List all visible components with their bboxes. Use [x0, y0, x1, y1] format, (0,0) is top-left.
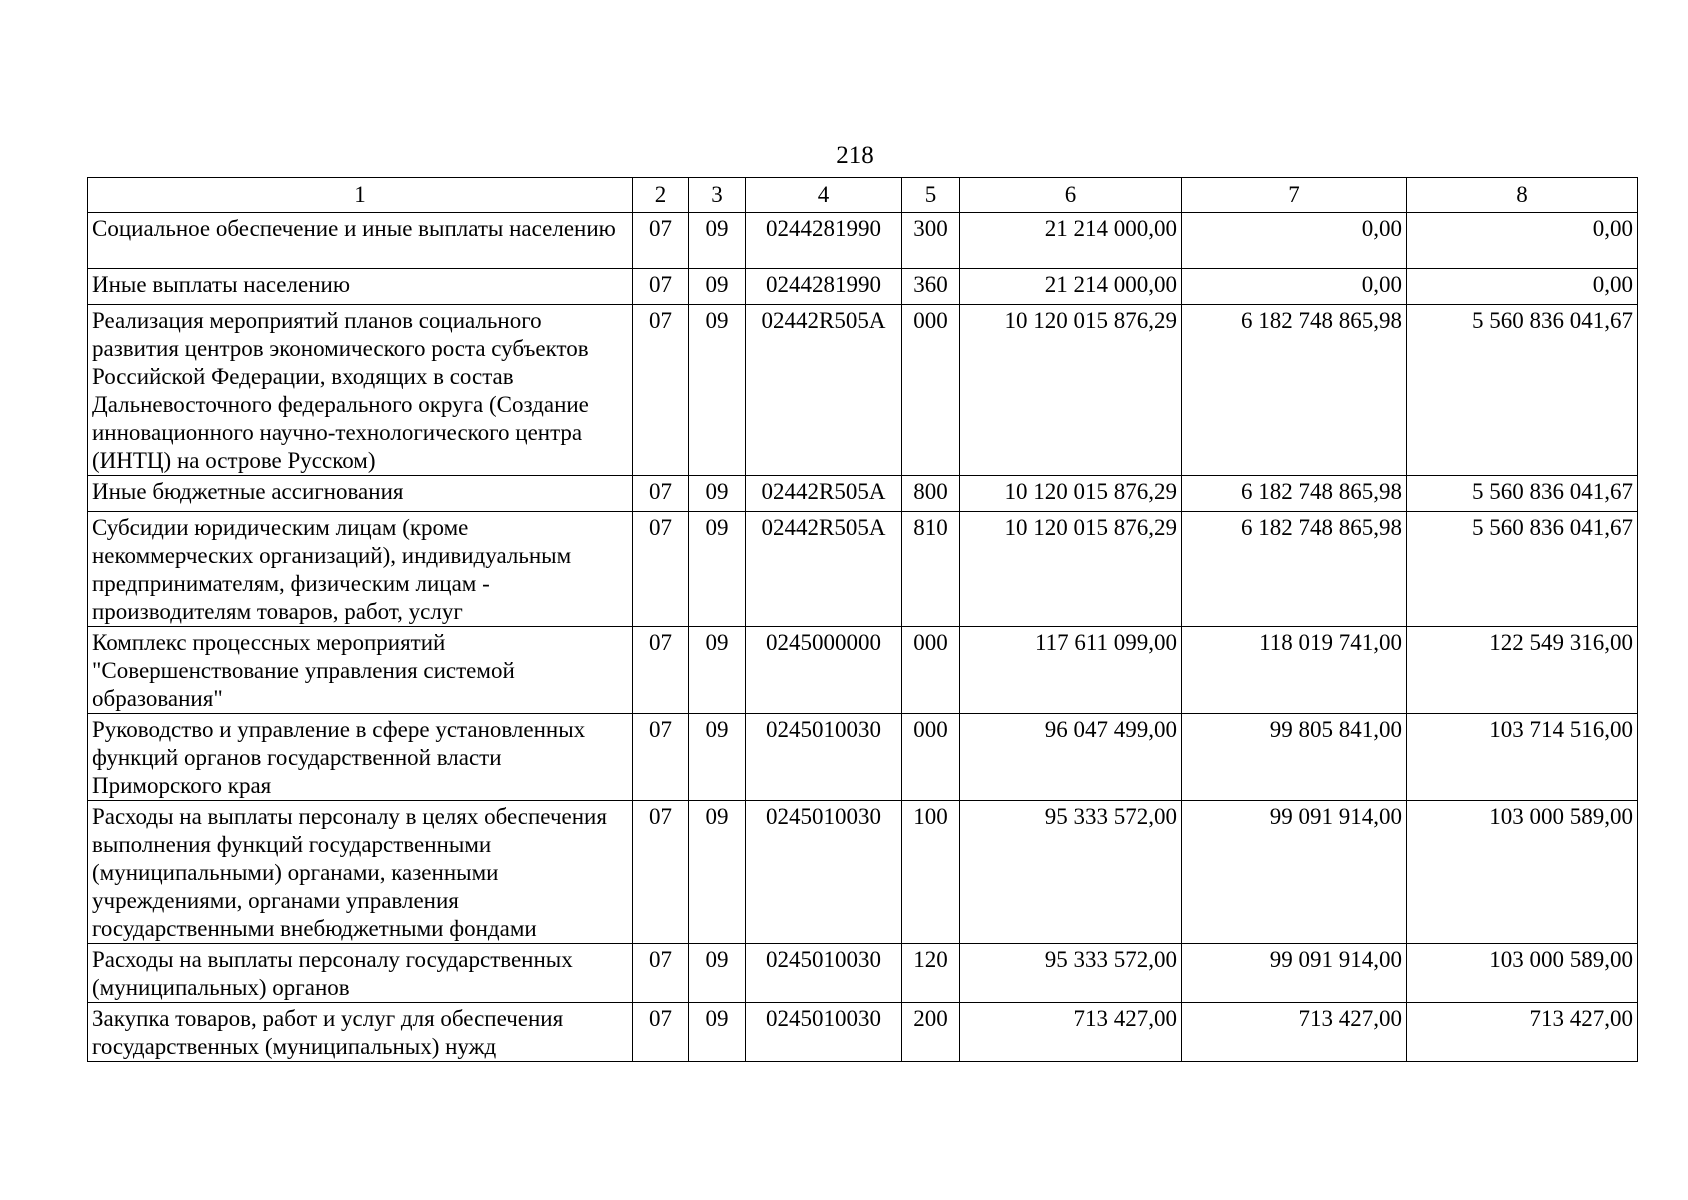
- column-header-7: 7: [1182, 178, 1407, 213]
- page-number: 218: [836, 142, 874, 169]
- column-header-6: 6: [960, 178, 1182, 213]
- amount-col6-cell: 95 333 572,00: [960, 944, 1182, 1003]
- amount-col6-cell: 713 427,00: [960, 1003, 1182, 1062]
- row-name-cell: Расходы на выплаты персоналу государственных (муниципальных) органов: [88, 944, 633, 1003]
- row-name-cell: Комплекс процессных мероприятий "Совершенствование управления системой образования": [88, 627, 633, 714]
- expense-type-cell: 360: [902, 269, 960, 305]
- table-row: [88, 714, 1638, 801]
- subsection-cell: 09: [689, 627, 746, 714]
- section-cell: 07: [633, 305, 689, 476]
- table-row: [88, 476, 1638, 512]
- amount-col8-cell: 103 000 589,00: [1407, 944, 1638, 1003]
- amount-col7-cell: 99 091 914,00: [1182, 801, 1407, 944]
- section-cell: 07: [633, 1003, 689, 1062]
- expense-type-cell: 810: [902, 512, 960, 627]
- expense-type-cell: 000: [902, 714, 960, 801]
- amount-col7-cell: 6 182 748 865,98: [1182, 512, 1407, 627]
- amount-col7-cell: 118 019 741,00: [1182, 627, 1407, 714]
- section-cell: 07: [633, 512, 689, 627]
- column-header-8: 8: [1407, 178, 1638, 213]
- subsection-cell: 09: [689, 801, 746, 944]
- table-row: [88, 213, 1638, 269]
- amount-col6-cell: 96 047 499,00: [960, 714, 1182, 801]
- section-cell: 07: [633, 714, 689, 801]
- amount-col6-cell: 10 120 015 876,29: [960, 305, 1182, 476]
- column-header-2: 2: [633, 178, 689, 213]
- amount-col7-cell: 0,00: [1182, 269, 1407, 305]
- subsection-cell: 09: [689, 714, 746, 801]
- section-cell: 07: [633, 627, 689, 714]
- amount-col8-cell: 0,00: [1407, 269, 1638, 305]
- expense-type-cell: 100: [902, 801, 960, 944]
- target-article-cell: 0245010030: [746, 801, 902, 944]
- amount-col7-cell: 713 427,00: [1182, 1003, 1407, 1062]
- expense-type-cell: 000: [902, 627, 960, 714]
- column-header-3: 3: [689, 178, 746, 213]
- amount-col6-cell: 21 214 000,00: [960, 269, 1182, 305]
- amount-col8-cell: 103 714 516,00: [1407, 714, 1638, 801]
- target-article-cell: 0245010030: [746, 1003, 902, 1062]
- expense-type-cell: 120: [902, 944, 960, 1003]
- section-cell: 07: [633, 476, 689, 512]
- amount-col6-cell: 95 333 572,00: [960, 801, 1182, 944]
- row-name-cell: Социальное обеспечение и иные выплаты населению: [88, 213, 633, 269]
- expense-type-cell: 200: [902, 1003, 960, 1062]
- amount-col6-cell: 117 611 099,00: [960, 627, 1182, 714]
- amount-col8-cell: 5 560 836 041,67: [1407, 476, 1638, 512]
- expense-type-cell: 300: [902, 213, 960, 269]
- amount-col6-cell: 10 120 015 876,29: [960, 476, 1182, 512]
- target-article-cell: 0245010030: [746, 714, 902, 801]
- target-article-cell: 0244281990: [746, 213, 902, 269]
- row-name-cell: Руководство и управление в сфере установленных функций органов государственной власти Приморского края: [88, 714, 633, 801]
- row-name-cell: Закупка товаров, работ и услуг для обеспечения государственных (муниципальных) нужд: [88, 1003, 633, 1062]
- row-name-cell: Расходы на выплаты персоналу в целях обеспечения выполнения функций государственными (муниципальными) органами, казенными учреждениями, органами управления государственными внебюджетными фондами: [88, 801, 633, 944]
- amount-col7-cell: 99 091 914,00: [1182, 944, 1407, 1003]
- column-header-1: 1: [88, 178, 633, 213]
- expense-type-cell: 000: [902, 305, 960, 476]
- target-article-cell: 02442R505A: [746, 305, 902, 476]
- column-header-4: 4: [746, 178, 902, 213]
- amount-col8-cell: 122 549 316,00: [1407, 627, 1638, 714]
- table-row: [88, 269, 1638, 305]
- table-row: [88, 305, 1638, 476]
- section-cell: 07: [633, 801, 689, 944]
- subsection-cell: 09: [689, 476, 746, 512]
- target-article-cell: 0245010030: [746, 944, 902, 1003]
- budget-table: [87, 177, 1638, 1062]
- table-row: [88, 801, 1638, 944]
- table-row: [88, 512, 1638, 627]
- subsection-cell: 09: [689, 1003, 746, 1062]
- column-header-5: 5: [902, 178, 960, 213]
- amount-col6-cell: 10 120 015 876,29: [960, 512, 1182, 627]
- amount-col7-cell: 6 182 748 865,98: [1182, 476, 1407, 512]
- amount-col8-cell: 5 560 836 041,67: [1407, 512, 1638, 627]
- subsection-cell: 09: [689, 944, 746, 1003]
- target-article-cell: 0244281990: [746, 269, 902, 305]
- table-header-row: [88, 178, 1638, 213]
- section-cell: 07: [633, 213, 689, 269]
- amount-col6-cell: 21 214 000,00: [960, 213, 1182, 269]
- row-name-cell: Субсидии юридическим лицам (кроме некоммерческих организаций), индивидуальным предпринимателям, физическим лицам - производителям товаров, работ, услуг: [88, 512, 633, 627]
- row-name-cell: Реализация мероприятий планов социального развития центров экономического роста субъектов Российской Федерации, входящих в состав Дальневосточного федерального округа (Создание инновационного научно-технологического центра (ИНТЦ) на острове Русском): [88, 305, 633, 476]
- section-cell: 07: [633, 269, 689, 305]
- subsection-cell: 09: [689, 213, 746, 269]
- subsection-cell: 09: [689, 269, 746, 305]
- section-cell: 07: [633, 944, 689, 1003]
- amount-col8-cell: 0,00: [1407, 213, 1638, 269]
- amount-col8-cell: 713 427,00: [1407, 1003, 1638, 1062]
- target-article-cell: 0245000000: [746, 627, 902, 714]
- row-name-cell: Иные выплаты населению: [88, 269, 633, 305]
- row-name-cell: Иные бюджетные ассигнования: [88, 476, 633, 512]
- table-row: [88, 627, 1638, 714]
- amount-col8-cell: 103 000 589,00: [1407, 801, 1638, 944]
- target-article-cell: 02442R505A: [746, 476, 902, 512]
- table-row: [88, 944, 1638, 1003]
- amount-col7-cell: 99 805 841,00: [1182, 714, 1407, 801]
- expense-type-cell: 800: [902, 476, 960, 512]
- amount-col7-cell: 0,00: [1182, 213, 1407, 269]
- subsection-cell: 09: [689, 305, 746, 476]
- target-article-cell: 02442R505A: [746, 512, 902, 627]
- amount-col7-cell: 6 182 748 865,98: [1182, 305, 1407, 476]
- table-row: [88, 1003, 1638, 1062]
- amount-col8-cell: 5 560 836 041,67: [1407, 305, 1638, 476]
- subsection-cell: 09: [689, 512, 746, 627]
